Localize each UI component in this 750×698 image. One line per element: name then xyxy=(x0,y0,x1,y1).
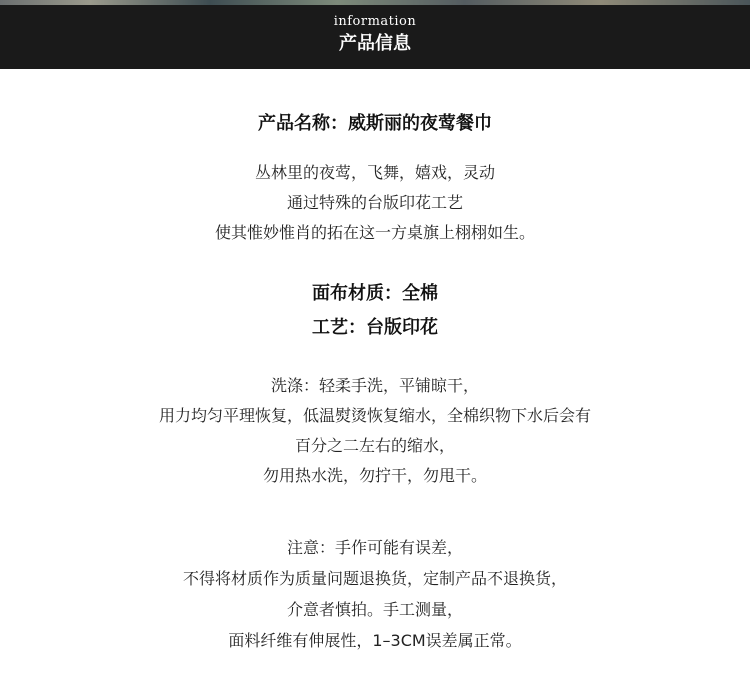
description-line: 使其惟妙惟肖的拓在这一方桌旗上栩栩如生。 xyxy=(214,223,535,242)
description-line: 通过特殊的台版印花工艺 xyxy=(286,193,463,212)
header-banner xyxy=(0,0,750,69)
care-line: 勿用热水洗，勿拧干，勿甩干。 xyxy=(262,466,487,485)
craft-spec: 工艺：台版印花 xyxy=(312,317,438,338)
care-line: 用力均匀平理恢复，低温熨烫恢复缩水，全棉织物下水后会有 xyxy=(158,406,591,425)
material-spec: 面布材质：全棉 xyxy=(312,283,438,304)
care-line: 洗涤：轻柔手洗，平铺晾干， xyxy=(270,376,479,395)
notice-line: 不得将材质作为质量问题退换货，定制产品不退换货， xyxy=(182,569,567,588)
care-line: 百分之二左右的缩水， xyxy=(294,436,455,455)
notice-line: 面料纤维有伸展性，1–3CM误差属正常。 xyxy=(228,631,522,650)
product-name: 产品名称：威斯丽的夜莺餐巾 xyxy=(258,113,492,134)
notice-line: 注意：手作可能有误差， xyxy=(286,538,463,557)
notice-line: 介意者慎拍。手工测量， xyxy=(286,600,463,619)
header-image-strip xyxy=(0,0,750,5)
header-title: 产品信息 xyxy=(339,33,411,54)
header-subtitle: information xyxy=(333,14,417,29)
description-line: 丛林里的夜莺，飞舞，嬉戏，灵动 xyxy=(254,163,495,182)
